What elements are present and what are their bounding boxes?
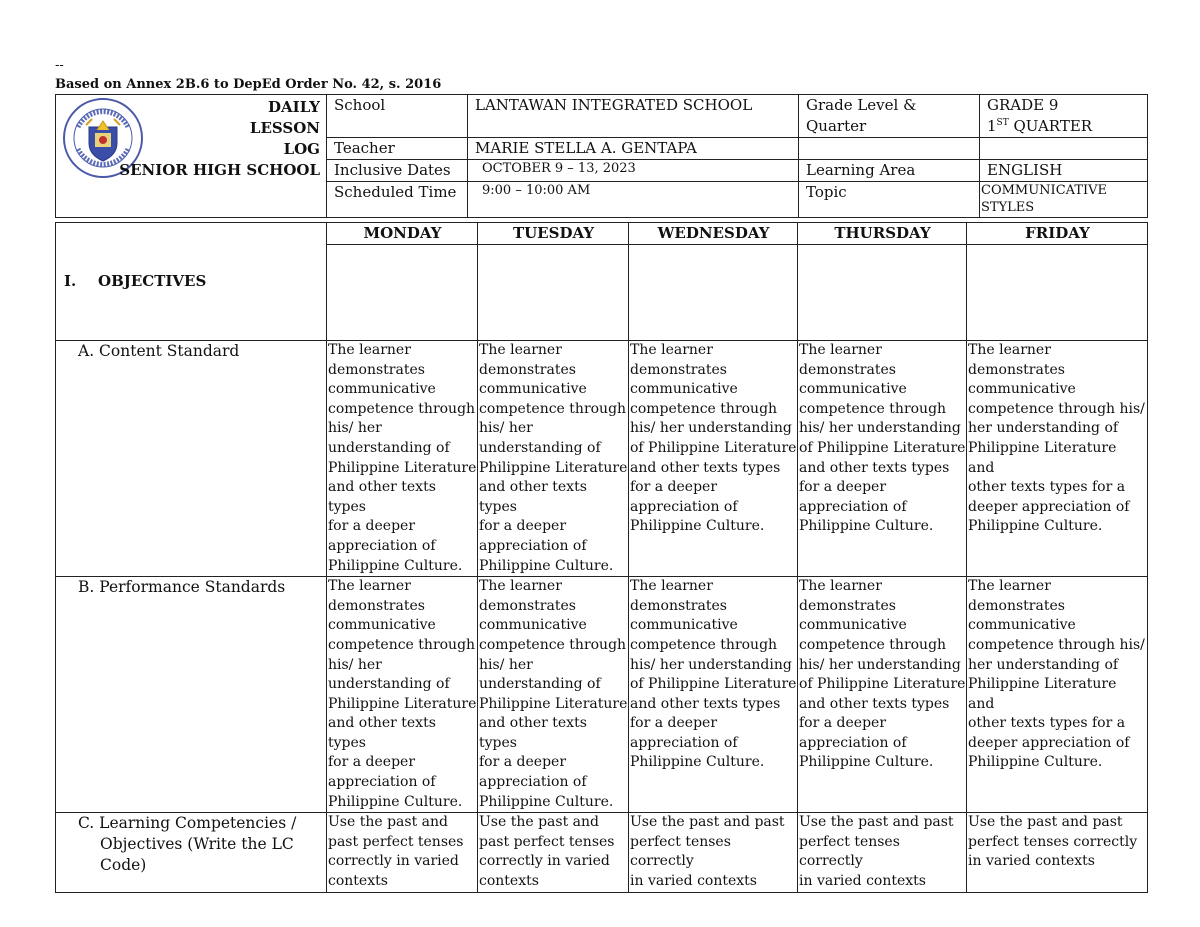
content-standard-label: A. Content Standard xyxy=(56,341,327,577)
content-standard-thursday: The learner demonstrates communicative competence through his/ her understanding of Philippine Literature and other texts types for a deeper appreciation of Philippine Culture. xyxy=(798,341,967,577)
grade-value xyxy=(980,95,1148,138)
school-label: School xyxy=(327,95,468,138)
performance-standards-tuesday: The learner demonstrates communicative competence through his/ her understanding of Philippine Literature and other texts types for a deeper appreciation of Philippine Culture. xyxy=(478,577,629,813)
quarter-sup: ST xyxy=(996,118,1009,128)
empty-cell xyxy=(980,138,1148,160)
learning-competencies-monday: Use the past and past perfect tenses correctly in varied contexts xyxy=(327,813,478,892)
lc-label-line1: C. Learning Competencies / xyxy=(78,814,297,833)
learning-competencies-wednesday: Use the past and past perfect tenses correctly in varied contexts xyxy=(629,813,798,892)
performance-standards-thursday: The learner demonstrates communicative competence through his/ her understanding of Philippine Literature and other texts types for a deeper appreciation of Philippine Culture. xyxy=(798,577,967,813)
learning-competencies-label xyxy=(56,813,327,892)
content-standard-wednesday: The learner demonstrates communicative competence through his/ her understanding of Philippine Literature and other texts types for a deeper appreciation of Philippine Culture. xyxy=(629,341,798,577)
objectives-wednesday xyxy=(629,245,798,341)
performance-standards-wednesday: The learner demonstrates communicative competence through his/ her understanding of Philippine Literature and other texts types for a deeper appreciation of Philippine Culture. xyxy=(629,577,798,813)
performance-standards-friday: The learner demonstrates communicative competence through his/ her understanding of Philippine Literature and other texts types for a deeper appreciation of Philippine Culture. xyxy=(967,577,1148,813)
day-thursday: THURSDAY xyxy=(798,223,967,245)
dates-value: OCTOBER 9 – 13, 2023 xyxy=(468,160,799,182)
title-shs: SENIOR HIGH SCHOOL xyxy=(119,161,320,179)
lc-label-line2: Objectives (Write the LC xyxy=(100,835,294,854)
objectives-friday xyxy=(967,245,1148,341)
school-value: LANTAWAN INTEGRATED SCHOOL xyxy=(468,95,799,138)
content-standard-monday: The learner demonstrates communicative competence through his/ her understanding of Philippine Literature and other texts types for a deeper appreciation of Philippine Culture. xyxy=(327,341,478,577)
day-tuesday: TUESDAY xyxy=(478,223,629,245)
area-label: Learning Area xyxy=(799,160,980,182)
content-standard-friday: The learner demonstrates communicative competence through his/ her understanding of Philippine Literature and other texts types for a deeper appreciation of Philippine Culture. xyxy=(967,341,1148,577)
day-friday: FRIDAY xyxy=(967,223,1148,245)
empty-cell xyxy=(799,138,980,160)
learning-competencies-thursday: Use the past and past perfect tenses correctly in varied contexts xyxy=(798,813,967,892)
teacher-label: Teacher xyxy=(327,138,468,160)
document-basis: Based on Annex 2B.6 to DepEd Order No. 42, s. 2016 xyxy=(55,77,442,92)
performance-standards-monday: The learner demonstrates communicative competence through his/ her understanding of Philippine Literature and other texts types for a deeper appreciation of Philippine Culture. xyxy=(327,577,478,813)
learning-competencies-friday: Use the past and past perfect tenses correctly in varied contexts xyxy=(967,813,1148,892)
area-value: ENGLISH xyxy=(980,160,1148,182)
title-lesson: LESSON xyxy=(249,119,320,137)
lc-label-line3: Code) xyxy=(100,856,147,875)
grade-level: GRADE 9 xyxy=(987,96,1059,114)
title-daily: DAILY xyxy=(268,98,320,116)
topic-label: Topic xyxy=(799,182,980,218)
objectives-heading xyxy=(56,223,327,341)
objectives-monday xyxy=(327,245,478,341)
time-value: 9:00 – 10:00 AM xyxy=(468,182,799,218)
teacher-value: MARIE STELLA A. GENTAPA xyxy=(468,138,799,160)
dates-label: Inclusive Dates xyxy=(327,160,468,182)
title-cell xyxy=(56,95,327,218)
content-standard-tuesday: The learner demonstrates communicative competence through his/ her understanding of Philippine Literature and other texts types for a deeper appreciation of Philippine Culture. xyxy=(478,341,629,577)
objectives-thursday xyxy=(798,245,967,341)
top-mark: -- xyxy=(55,58,64,73)
lesson-table xyxy=(55,222,1148,893)
topic-value: COMMUNICATIVE STYLES xyxy=(980,182,1148,218)
grade-label: Grade Level & Quarter xyxy=(799,95,980,138)
performance-standards-label: B. Performance Standards xyxy=(56,577,327,813)
objectives-num: I. xyxy=(64,271,77,290)
quarter-word: QUARTER xyxy=(1013,117,1093,135)
objectives-tuesday xyxy=(478,245,629,341)
day-wednesday: WEDNESDAY xyxy=(629,223,798,245)
objectives-label: OBJECTIVES xyxy=(98,271,207,290)
time-label: Scheduled Time xyxy=(327,182,468,218)
learning-competencies-tuesday: Use the past and past perfect tenses correctly in varied contexts xyxy=(478,813,629,892)
dll-title xyxy=(119,97,320,181)
title-log: LOG xyxy=(283,140,320,158)
day-monday: MONDAY xyxy=(327,223,478,245)
quarter-num: 1 xyxy=(987,117,997,135)
header-table xyxy=(55,94,1148,218)
